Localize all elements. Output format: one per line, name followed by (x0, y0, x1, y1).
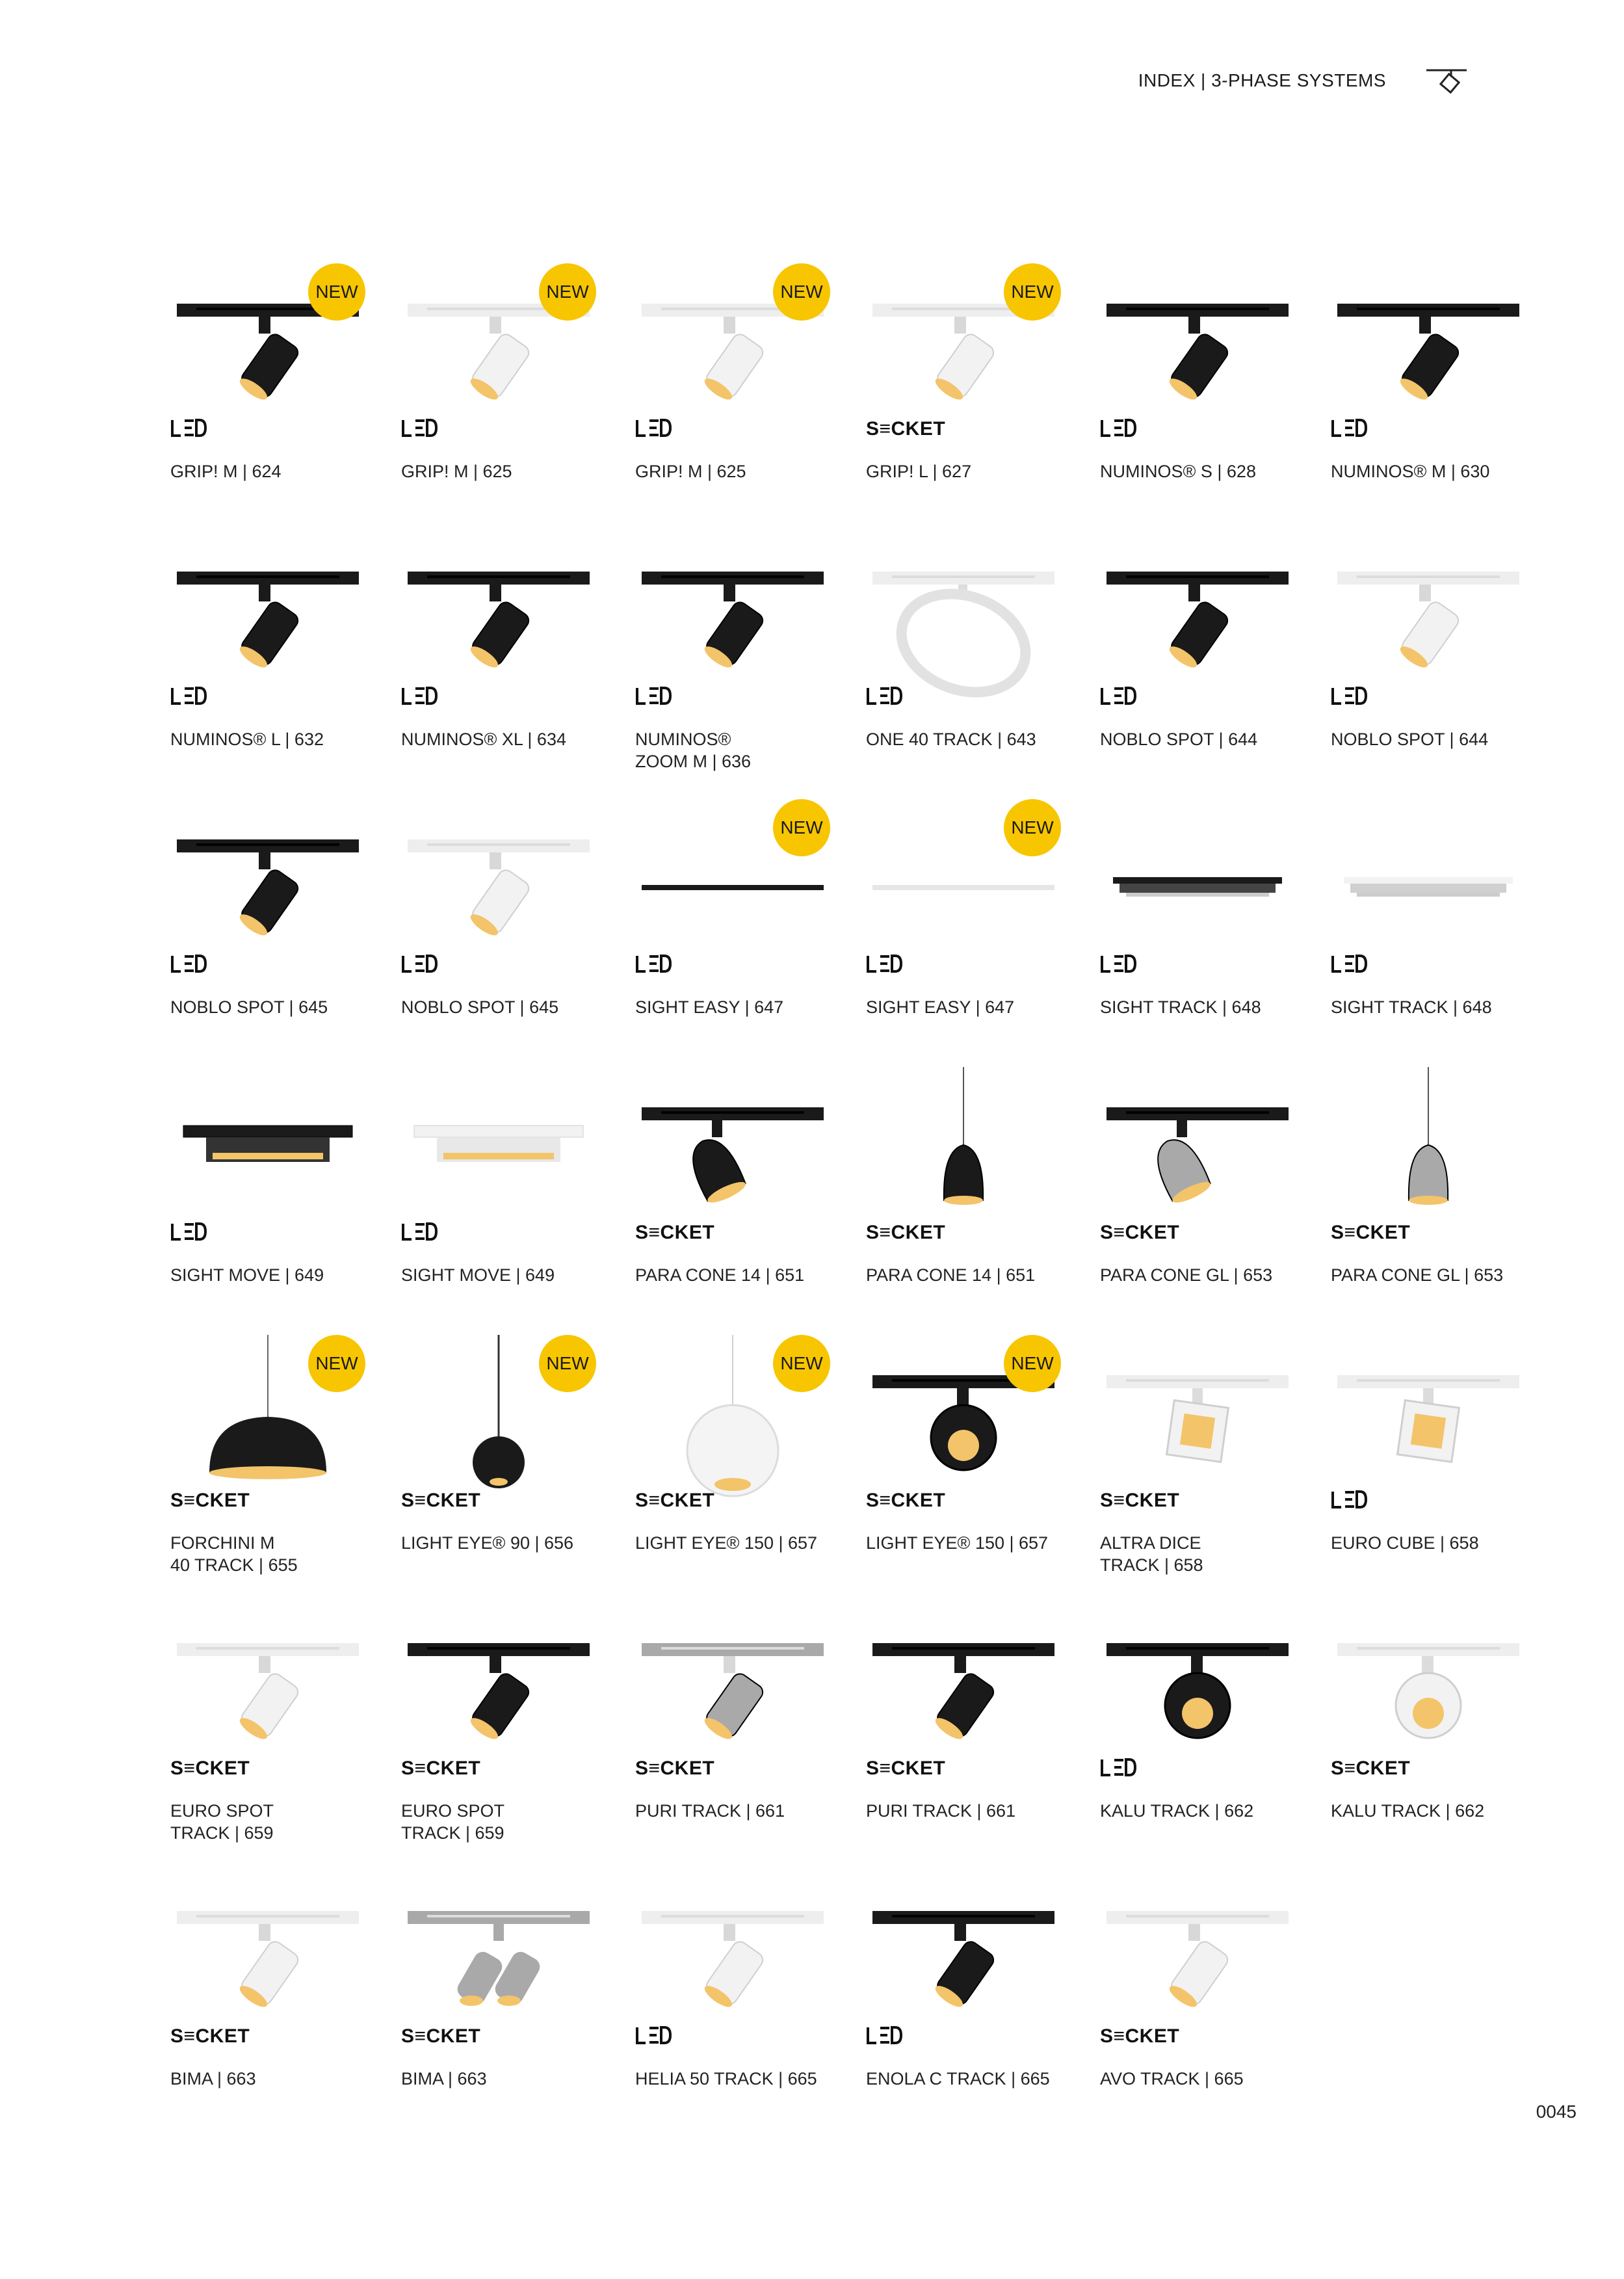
product-name: BIMA | 663 (401, 2069, 487, 2088)
socket-label: S≡CKET (1100, 1222, 1180, 1243)
product-label (1100, 460, 1308, 482)
product-card[interactable] (635, 1335, 830, 1603)
product-card[interactable] (1331, 1067, 1526, 1335)
product-image (401, 1067, 596, 1243)
product-image (170, 1871, 365, 2046)
product-image (1100, 1603, 1295, 1778)
product-name: NUMINOS® XL | 634 (401, 730, 566, 749)
product-name-line2: ZOOM M | 636 (635, 752, 752, 771)
new-badge: NEW (773, 1335, 830, 1392)
product-label (866, 1264, 1074, 1286)
product-card[interactable] (635, 1603, 830, 1871)
product-name: GRIP! M | 625 (635, 462, 746, 481)
product-card[interactable] (866, 531, 1061, 799)
product-image (1331, 1603, 1526, 1778)
product-image (1100, 1871, 1295, 2046)
product-image (1331, 263, 1526, 439)
led-icon (1100, 954, 1136, 976)
product-image (401, 531, 596, 707)
product-card[interactable] (1100, 263, 1295, 531)
product-card[interactable] (1331, 1335, 1526, 1603)
product-card[interactable] (401, 799, 596, 1067)
product-name: LIGHT EYE® 150 | 657 (866, 1533, 1049, 1553)
socket-label: S≡CKET (401, 1490, 481, 1511)
product-name: SIGHT EASY | 647 (635, 997, 784, 1017)
product-image (635, 1603, 830, 1778)
product-name: NUMINOS® S | 628 (1100, 462, 1256, 481)
product-label (401, 1532, 609, 1554)
product-name: SIGHT TRACK | 648 (1100, 997, 1261, 1017)
product-row (170, 1603, 1536, 1871)
led-icon (866, 954, 902, 976)
product-label (1100, 1800, 1308, 1822)
page-number: 0045 (1536, 2101, 1577, 2122)
product-card[interactable] (866, 1335, 1061, 1603)
product-card[interactable] (170, 1871, 365, 2139)
socket-label: S≡CKET (401, 2025, 481, 2047)
product-card[interactable] (1100, 1335, 1295, 1603)
product-label (401, 1800, 609, 1844)
product-name-line2: TRACK | 658 (1100, 1555, 1203, 1575)
product-card[interactable] (401, 1603, 596, 1871)
product-label (401, 2068, 609, 2090)
product-label (866, 460, 1074, 482)
product-row (170, 1871, 1536, 2139)
socket-label: S≡CKET (1331, 1758, 1411, 1779)
socket-label: S≡CKET (866, 1490, 946, 1511)
led-icon (401, 954, 438, 976)
new-badge: NEW (773, 263, 830, 321)
product-card[interactable] (1331, 799, 1526, 1067)
product-card[interactable] (1100, 1871, 1295, 2139)
product-label (1100, 2068, 1308, 2090)
product-label (1100, 728, 1308, 750)
socket-label: S≡CKET (170, 1758, 250, 1779)
product-card[interactable] (1331, 263, 1526, 531)
product-name: EURO CUBE | 658 (1331, 1533, 1479, 1553)
product-name: NOBLO SPOT | 644 (1331, 730, 1489, 749)
product-name: KALU TRACK | 662 (1100, 1801, 1254, 1821)
product-label (866, 1800, 1074, 1822)
led-icon (635, 954, 672, 976)
product-label (635, 1532, 843, 1554)
product-card[interactable] (401, 263, 596, 531)
socket-label: S≡CKET (1331, 1222, 1411, 1243)
product-name: PARA CONE 14 | 651 (635, 1265, 805, 1285)
product-label (401, 460, 609, 482)
new-badge: NEW (308, 1335, 365, 1392)
product-card[interactable] (635, 1871, 830, 2139)
led-icon (1331, 686, 1367, 708)
new-badge: NEW (1004, 799, 1061, 856)
led-icon (1100, 418, 1136, 440)
led-icon (635, 686, 672, 708)
product-name: BIMA | 663 (170, 2069, 256, 2088)
socket-label: S≡CKET (170, 2025, 250, 2047)
product-name: GRIP! M | 625 (401, 462, 512, 481)
product-name: LIGHT EYE® 90 | 656 (401, 1533, 574, 1553)
product-label (401, 1264, 609, 1286)
product-name-line2: 40 TRACK | 655 (170, 1555, 298, 1575)
product-card[interactable] (170, 263, 365, 531)
product-image (1100, 263, 1295, 439)
led-icon (170, 954, 207, 976)
product-label (170, 460, 378, 482)
product-label (866, 728, 1074, 750)
product-label (635, 728, 843, 772)
socket-label: S≡CKET (866, 1222, 946, 1243)
product-label (866, 996, 1074, 1018)
page-header (1138, 68, 1469, 94)
product-image (1331, 531, 1526, 707)
product-name: PARA CONE GL | 653 (1100, 1265, 1273, 1285)
product-name: GRIP! M | 624 (170, 462, 282, 481)
product-label (1331, 460, 1539, 482)
socket-label: S≡CKET (635, 1222, 715, 1243)
product-name: PARA CONE 14 | 651 (866, 1265, 1036, 1285)
product-label (170, 1800, 378, 1844)
product-card[interactable] (1100, 1603, 1295, 1871)
product-image (170, 531, 365, 707)
socket-label: S≡CKET (635, 1758, 715, 1779)
product-label (635, 1264, 843, 1286)
product-card[interactable] (635, 1067, 830, 1335)
led-icon (635, 418, 672, 440)
product-card[interactable] (401, 1067, 596, 1335)
product-label (1331, 1264, 1539, 1286)
product-name: SIGHT MOVE | 649 (170, 1265, 324, 1285)
led-icon (866, 2025, 902, 2048)
product-image (635, 1871, 830, 2046)
product-name: NUMINOS® (635, 730, 731, 749)
product-row (170, 1335, 1536, 1603)
product-name: FORCHINI M (170, 1533, 275, 1553)
product-label (1100, 1264, 1308, 1286)
product-row (170, 1067, 1536, 1335)
product-name: SIGHT MOVE | 649 (401, 1265, 555, 1285)
product-label (866, 1532, 1074, 1554)
new-badge: NEW (308, 263, 365, 321)
product-name: NUMINOS® L | 632 (170, 730, 324, 749)
product-image (170, 1067, 365, 1243)
product-image (866, 1067, 1061, 1243)
product-name: PURI TRACK | 661 (866, 1801, 1016, 1821)
product-name-line2: TRACK | 659 (170, 1823, 274, 1843)
new-badge: NEW (1004, 263, 1061, 321)
product-card[interactable] (635, 531, 830, 799)
product-label (1331, 1800, 1539, 1822)
product-card[interactable] (866, 1603, 1061, 1871)
socket-label: S≡CKET (170, 1490, 250, 1511)
new-badge: NEW (773, 799, 830, 856)
product-name: SIGHT EASY | 647 (866, 997, 1015, 1017)
product-image (635, 531, 830, 707)
product-image (1331, 1067, 1526, 1243)
section-title: INDEX | 3-PHASE SYSTEMS (1138, 70, 1386, 90)
product-label (1100, 1532, 1308, 1576)
product-name: ALTRA DICE (1100, 1533, 1201, 1553)
product-image (866, 531, 1061, 707)
led-icon (635, 2025, 672, 2048)
product-label (401, 728, 609, 750)
product-card[interactable] (866, 799, 1061, 1067)
product-name: ENOLA C TRACK | 665 (866, 2069, 1050, 2088)
product-name: NOBLO SPOT | 645 (170, 997, 328, 1017)
led-icon (170, 1222, 207, 1244)
product-label (401, 996, 609, 1018)
product-name: PARA CONE GL | 653 (1331, 1265, 1504, 1285)
socket-label: S≡CKET (1100, 1490, 1180, 1511)
product-label (170, 996, 378, 1018)
product-label (635, 996, 843, 1018)
product-name: SIGHT TRACK | 648 (1331, 997, 1492, 1017)
product-name: LIGHT EYE® 150 | 657 (635, 1533, 818, 1553)
led-icon (1331, 954, 1367, 976)
socket-label: S≡CKET (401, 1758, 481, 1779)
socket-label: S≡CKET (1100, 2025, 1180, 2047)
product-image (401, 1603, 596, 1778)
product-card[interactable] (1331, 531, 1526, 799)
product-row (170, 263, 1536, 531)
product-image (170, 1603, 365, 1778)
product-name: AVO TRACK | 665 (1100, 2069, 1244, 2088)
product-label (170, 728, 378, 750)
product-name: NUMINOS® M | 630 (1331, 462, 1490, 481)
product-label (866, 2068, 1074, 2090)
product-label (635, 460, 843, 482)
led-icon (170, 686, 207, 708)
new-badge: NEW (1004, 1335, 1061, 1392)
product-label (1331, 996, 1539, 1018)
product-card[interactable] (401, 1335, 596, 1603)
product-name: HELIA 50 TRACK | 665 (635, 2069, 817, 2088)
product-card[interactable] (170, 1603, 365, 1871)
product-label (170, 1532, 378, 1576)
product-image (401, 1871, 596, 2046)
product-label (635, 1800, 843, 1822)
led-icon (401, 418, 438, 440)
new-badge: NEW (539, 1335, 596, 1392)
product-grid (170, 263, 1536, 2139)
socket-label: S≡CKET (866, 418, 946, 440)
led-icon (1331, 1490, 1367, 1512)
product-card[interactable] (866, 1871, 1061, 2139)
product-image (1331, 799, 1526, 975)
product-name: KALU TRACK | 662 (1331, 1801, 1485, 1821)
product-row (170, 799, 1536, 1067)
product-image (866, 1871, 1061, 2046)
product-card[interactable] (401, 531, 596, 799)
product-row (170, 531, 1536, 799)
product-image (1100, 531, 1295, 707)
product-image (170, 799, 365, 975)
led-icon (1100, 1758, 1136, 1780)
product-image (1100, 799, 1295, 975)
product-name: EURO SPOT (401, 1801, 505, 1821)
product-card[interactable] (401, 1871, 596, 2139)
product-name: NOBLO SPOT | 645 (401, 997, 559, 1017)
product-card[interactable] (1100, 1067, 1295, 1335)
product-card[interactable] (866, 1067, 1061, 1335)
new-badge: NEW (539, 263, 596, 321)
product-image (1100, 1335, 1295, 1510)
product-image (1100, 1067, 1295, 1243)
product-name: EURO SPOT (170, 1801, 274, 1821)
led-icon (1331, 418, 1367, 440)
led-icon (401, 686, 438, 708)
product-label (1331, 1532, 1539, 1554)
product-name-line2: TRACK | 659 (401, 1823, 504, 1843)
led-icon (170, 418, 207, 440)
product-card[interactable] (170, 799, 365, 1067)
product-name: PURI TRACK | 661 (635, 1801, 785, 1821)
led-icon (1100, 686, 1136, 708)
product-card[interactable] (1100, 799, 1295, 1067)
product-name: ONE 40 TRACK | 643 (866, 730, 1036, 749)
socket-label: S≡CKET (866, 1758, 946, 1779)
product-image (866, 1603, 1061, 1778)
product-card[interactable] (866, 263, 1061, 531)
product-label (170, 2068, 378, 2090)
product-name: GRIP! L | 627 (866, 462, 972, 481)
product-card[interactable] (1100, 531, 1295, 799)
product-card[interactable] (170, 1335, 365, 1603)
product-label (635, 2068, 843, 2090)
product-image (635, 1067, 830, 1243)
led-icon (866, 686, 902, 708)
product-label (1100, 996, 1308, 1018)
product-card[interactable] (1331, 1603, 1526, 1871)
product-label (1331, 728, 1539, 750)
product-card[interactable] (170, 531, 365, 799)
track-spot-icon (1425, 66, 1469, 95)
product-name: NOBLO SPOT | 644 (1100, 730, 1258, 749)
product-card[interactable] (635, 799, 830, 1067)
led-icon (401, 1222, 438, 1244)
product-label (170, 1264, 378, 1286)
product-image (1331, 1335, 1526, 1510)
product-card[interactable] (635, 263, 830, 531)
product-image (401, 799, 596, 975)
product-card[interactable] (170, 1067, 365, 1335)
socket-label: S≡CKET (635, 1490, 715, 1511)
